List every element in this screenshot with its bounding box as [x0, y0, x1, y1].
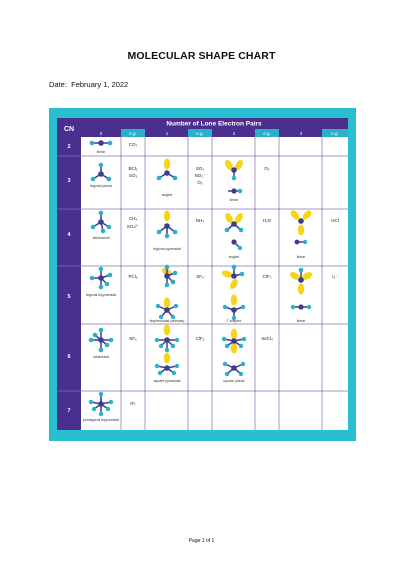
shape-label-angled-cn3: angled	[161, 193, 173, 197]
shape-label-square-pyramidal: square pyramidal	[153, 379, 181, 383]
shape-label-linear-cn3: linear	[229, 198, 239, 202]
example-pcl5: PCl₅	[128, 274, 138, 279]
shape-label-linear-cn5: linear	[296, 319, 306, 323]
example-if7: IF₇	[130, 401, 136, 406]
example-ch4: CH₄	[128, 216, 138, 221]
cn-header: CN	[63, 126, 75, 133]
linear-molecule-cn5-b	[291, 304, 311, 309]
page-footer: Page 1 of 1	[188, 538, 215, 544]
date-label: Date:	[49, 80, 67, 89]
example-xecl4: XeCl₄	[261, 336, 273, 341]
cn-6: 6	[67, 354, 71, 360]
example-o3: O₃	[197, 180, 203, 185]
shape-label-linear-cn4: linear	[296, 255, 306, 259]
cn-3: 3	[67, 178, 71, 184]
chart-svg	[49, 108, 356, 441]
cn-4: 4	[67, 232, 71, 238]
example-bcl3: BCl₃	[128, 166, 138, 171]
document-date	[49, 80, 128, 89]
shape-label-trigonal-pyramidal: trigonal pyramidal	[153, 247, 181, 251]
shape-label-trigonal-planar: trigonal planar	[89, 184, 113, 188]
cn-7: 7	[67, 408, 71, 414]
cn-column	[57, 118, 81, 430]
shape-label-t-shaped: T-shaped	[226, 319, 242, 323]
example-so3: SO₃	[128, 173, 138, 178]
col-0: 0	[99, 131, 103, 136]
example-hcl: HCl	[331, 218, 339, 223]
date-value: February 1, 2022	[71, 80, 129, 89]
lone-pairs-header: Number of Lone Electron Pairs	[166, 120, 262, 128]
example-sf4: SF₄	[196, 274, 204, 279]
example-h2o: H₂O	[262, 218, 272, 223]
example-nh3: NH₃	[195, 218, 205, 223]
example-clf5: ClF₅	[195, 336, 205, 341]
example-i3: I₃⁻	[332, 274, 338, 279]
shape-label-seesaw: bisphenoidal (seesaw)	[149, 319, 185, 323]
example-co2: CO₂	[128, 142, 138, 147]
col-eg-3: e.g.	[331, 131, 339, 136]
example-no2: NO₂⁻	[194, 173, 206, 178]
shape-label-angled-cn4: angled	[228, 255, 240, 259]
example-so4: SO₄²⁻	[126, 224, 140, 229]
example-clf3: ClF₃	[262, 274, 272, 279]
col-3: 3	[299, 131, 303, 136]
cn-5: 5	[67, 294, 71, 300]
col-2: 2	[232, 131, 236, 136]
col-eg-2: e.g.	[263, 131, 271, 136]
example-so2: SO₂	[195, 166, 205, 171]
linear-molecule	[90, 140, 113, 146]
col-1: 1	[165, 131, 169, 136]
col-eg-0: e.g.	[129, 131, 137, 136]
shape-label-square-planar: square planar	[223, 379, 245, 383]
cn-2: 2	[67, 144, 71, 150]
shape-label-linear: linear	[96, 150, 106, 154]
example-sf6: SF₆	[129, 336, 137, 341]
shape-label-octahedral: octahedral	[92, 355, 110, 359]
col-eg-1: e.g.	[196, 131, 204, 136]
shape-label-trigonal-bipyramidal	[86, 293, 117, 297]
shape-label-trigonal-bipyramidal-text: trigonal bipyramidal	[85, 293, 117, 297]
shape-label-tetrahedral: tetrahedral	[92, 236, 110, 240]
document-title: MOLECULAR SHAPE CHART	[127, 50, 276, 62]
molecular-shape-chart	[49, 108, 356, 441]
example-o2: O₂	[264, 166, 270, 171]
shape-label-pentagonal-bipyramidal: pentagonal bipyramidal	[82, 418, 120, 422]
